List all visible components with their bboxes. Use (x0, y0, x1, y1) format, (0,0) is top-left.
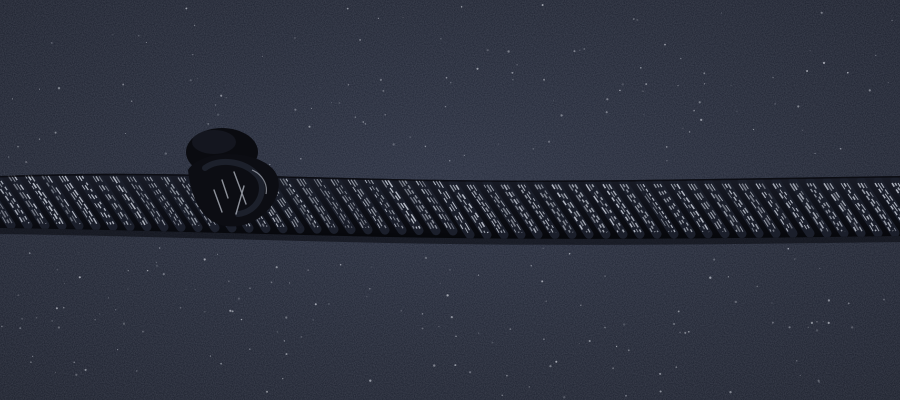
fabric-sparkle (307, 269, 309, 271)
fabric-sparkle (58, 326, 60, 328)
fabric-sparkle (622, 83, 624, 85)
fabric-sparkle (271, 282, 273, 284)
fabric-sparkle (425, 257, 427, 259)
fabric-sparkle (693, 110, 695, 112)
fabric-sparkle (533, 148, 534, 149)
fabric-sparkle (156, 262, 157, 263)
fabric-sparkle (320, 87, 321, 88)
fabric-sparkle (17, 294, 19, 296)
fabric-sparkle (440, 38, 442, 40)
fabric-sparkle (709, 277, 711, 279)
fabric-sparkle (583, 48, 584, 49)
fabric-sparkle (794, 258, 795, 259)
fabric-sparkle (36, 317, 37, 318)
fabric-sparkle (545, 300, 547, 302)
fabric-sparkle (553, 101, 554, 102)
fabric-sparkle (81, 372, 82, 373)
fabric-sparkle (204, 311, 206, 313)
fabric-sparkle (476, 68, 478, 70)
fabric-sparkle (563, 396, 565, 398)
fabric-sparkle (232, 310, 234, 312)
fabric-sparkle (385, 114, 386, 115)
fabric-sparkle (677, 85, 679, 87)
fabric-sparkle (300, 336, 302, 338)
fabric-sparkle (194, 25, 195, 26)
fabric-sparkle (195, 289, 196, 290)
fabric-sparkle (604, 276, 605, 277)
fabric-sparkle (147, 270, 148, 271)
fabric-sparkle (32, 356, 33, 357)
fabric-sparkle (660, 390, 662, 392)
fabric-sparkle (328, 303, 330, 305)
fabric-sparkle (446, 77, 448, 79)
fabric-sparkle (127, 289, 128, 290)
fabric-sparkle (12, 98, 13, 99)
fabric-sparkle (331, 102, 332, 103)
fabric-sparkle (142, 331, 144, 333)
fabric-sparkle (262, 56, 263, 57)
fabric-sparkle (197, 78, 198, 79)
fabric-sparkle (478, 275, 479, 276)
fabric-sparkle (451, 316, 453, 318)
fabric-sparkle (847, 72, 849, 74)
fabric-sparkle (402, 17, 403, 18)
fabric-sparkle (64, 283, 65, 284)
fabric-sparkle (816, 321, 818, 323)
fabric-sparkle (371, 267, 372, 268)
fabric-sparkle (869, 89, 871, 91)
fabric-sparkle (73, 362, 74, 363)
fabric-sparkle (378, 18, 379, 19)
fabric-sparkle (382, 90, 384, 92)
fabric-sparkle (159, 247, 160, 248)
fabric-sparkle (63, 307, 64, 308)
fabric-sparkle (266, 391, 268, 393)
fabric-sparkle (57, 269, 59, 271)
fabric-sparkle (633, 18, 635, 20)
fabric-sparkle (241, 319, 242, 320)
fabric-sparkle (8, 156, 9, 157)
fabric-sparkle (123, 323, 125, 325)
fabric-sparkle (313, 319, 314, 320)
fabric-sparkle (51, 320, 53, 322)
fabric-sparkle (284, 340, 285, 341)
fabric-sparkle (531, 265, 532, 266)
fabric-sparkle (875, 55, 876, 56)
fabric-sparkle (39, 89, 40, 90)
fabric-sparkle (840, 148, 842, 150)
fabric-sparkle (787, 248, 789, 250)
fabric-sparkle (192, 54, 193, 55)
fabric-sparkle (664, 44, 666, 46)
fabric-sparkle (438, 326, 439, 327)
fabric-sparkle (294, 109, 296, 111)
fabric-sparkle (400, 310, 401, 311)
fabric-sparkle (625, 395, 627, 397)
fabric-sparkle (713, 259, 715, 261)
fabric-sparkle (757, 286, 759, 288)
fabric-sparkle (108, 297, 109, 298)
fabric-sparkle (450, 82, 451, 83)
fabric-sparkle (560, 114, 562, 116)
fabric-sparkle (569, 253, 571, 255)
fabric-sparkle (735, 301, 737, 303)
fabric-sparkle (823, 62, 825, 64)
fabric-sparkle (509, 328, 511, 330)
fabric-sparkle (285, 316, 287, 318)
fabric-sparkle (796, 360, 797, 361)
fabric-sparkle (409, 136, 411, 138)
fabric-sparkle (311, 108, 312, 109)
fabric-sparkle (573, 50, 575, 52)
fabric-sparkle (286, 353, 288, 355)
fabric-sparkle (25, 161, 27, 163)
fabric-sparkle (498, 144, 499, 145)
fabric-sparkle (125, 133, 126, 134)
fabric-sparkle (659, 373, 661, 375)
fabric-sparkle (808, 327, 809, 328)
fabric-sparkle (95, 319, 96, 320)
fabric-sparkle (190, 79, 192, 81)
fabric-sparkle (220, 95, 222, 97)
fabric-sparkle (207, 123, 209, 125)
fabric-sparkle (721, 13, 722, 14)
fabric-sparkle (636, 19, 638, 21)
fabric-sparkle (543, 339, 544, 340)
fabric-sparkle (180, 307, 182, 309)
fabric-sparkle (507, 50, 509, 52)
fabric-sparkle (440, 283, 441, 284)
fabric-sparkle (19, 327, 21, 329)
fabric-sparkle (308, 126, 310, 128)
fabric-sparkle (136, 370, 137, 371)
fabric-sparkle (579, 343, 580, 344)
fabric-sparkle (821, 12, 823, 14)
fabric-sparkle (347, 8, 349, 10)
fabric-sparkle (616, 346, 617, 347)
fabric-sparkle (249, 348, 251, 350)
fabric-sparkle (811, 322, 813, 324)
fabric-sparkle (115, 309, 116, 310)
fabric-sparkle (238, 298, 240, 300)
fabric-sparkle (117, 349, 118, 350)
fabric-sparkle (220, 363, 222, 365)
fabric-sparkle (642, 90, 644, 92)
fabric-sparkle (506, 375, 508, 377)
fabric-sparkle (589, 340, 591, 342)
fabric-sparkle (21, 318, 23, 320)
fabric-sparkle (816, 329, 818, 331)
fabric-sparkle (501, 394, 503, 396)
fabric-sparkle (282, 378, 283, 379)
fabric-sparkle (359, 39, 361, 41)
fabric-sparkle (454, 364, 456, 366)
fabric-sparkle (455, 335, 457, 337)
fabric-sparkle (277, 331, 279, 333)
fabric-sparkle (542, 4, 544, 6)
fabric-sparkle (340, 264, 342, 266)
fabric-sparkle (666, 146, 668, 148)
fabric-sparkle (774, 103, 776, 105)
fabric-sparkle (131, 100, 132, 101)
fabric-sparkle (800, 375, 801, 376)
fabric-sparkle (369, 380, 371, 382)
fabric-sparkle (51, 42, 53, 44)
fabric-sparkle (348, 84, 349, 85)
fabric-sparkle (215, 104, 216, 105)
fabric-sparkle (684, 332, 686, 334)
fabric-sparkle (112, 34, 113, 35)
fabric-sparkle (730, 85, 731, 86)
fabric-sparkle (300, 158, 302, 160)
fabric-sparkle (511, 72, 513, 74)
fabric-sparkle (362, 121, 364, 123)
fabric-sparkle (185, 289, 186, 290)
fabric-sparkle (543, 79, 545, 81)
fabric-sparkle (393, 143, 395, 145)
fabric-sparkle (269, 113, 270, 114)
fabric-sparkle (433, 364, 435, 366)
fabric-sparkle (688, 331, 690, 333)
fabric-sparkle (619, 90, 621, 92)
fabric-sparkle (666, 160, 667, 161)
fabric-sparkle (736, 111, 737, 112)
fabric-sparkle (249, 287, 251, 289)
fabric-sparkle (883, 299, 885, 301)
fabric-sparkle (39, 138, 40, 139)
fabric-sparkle (579, 50, 580, 51)
fabric-sparkle (888, 82, 889, 83)
fabric-sparkle (806, 70, 808, 72)
fabric-sparkle (643, 114, 644, 115)
fabric-sparkle (449, 160, 450, 161)
fabric-sparkle (315, 303, 317, 305)
fabric-sparkle (55, 132, 57, 134)
fabric-sparkle (163, 273, 165, 275)
fabric-sparkle (682, 128, 683, 129)
fabric-sparkle (640, 67, 642, 69)
fabric-sparkle (512, 79, 513, 80)
fabric-sparkle (294, 37, 295, 38)
fabric-sparkle (516, 64, 517, 65)
fabric-sparkle (99, 313, 100, 314)
fabric-sparkle (606, 98, 608, 100)
fabric-sparkle (17, 146, 19, 148)
fabric-sparkle (228, 280, 230, 282)
fabric-sparkle (851, 326, 853, 328)
fabric-sparkle (122, 84, 124, 86)
fabric-sparkle (478, 333, 479, 334)
fabric-sparkle (580, 305, 582, 307)
fabric-sparkle (623, 323, 625, 325)
fabric-sparkle (338, 102, 340, 104)
fabric-sparkle (771, 302, 772, 303)
fabric-sparkle (789, 326, 791, 328)
fabric-sparkle (645, 83, 647, 85)
fabric-sparkle (56, 307, 58, 309)
fabric-sparkle (680, 58, 682, 60)
fabric-sparkle (555, 361, 557, 363)
fabric-sparkle (229, 310, 231, 312)
fabric-sparkle (772, 77, 774, 79)
fabric-sparkle (380, 79, 382, 81)
fabric-sparkle (269, 164, 270, 165)
fabric-sparkle (289, 282, 290, 283)
fabric-sparkle (210, 356, 211, 357)
fabric-sparkle (678, 310, 680, 312)
fabric-sparkle (676, 366, 678, 368)
fabric-sparkle (548, 141, 550, 143)
fabric-sparkle (729, 391, 731, 393)
fabric-sparkle (146, 42, 147, 43)
fabric-sparkle (828, 299, 830, 301)
fabric-sparkle (128, 270, 129, 271)
fabric-sparkle (689, 131, 690, 132)
fabric-sparkle (58, 87, 60, 89)
fabric-sparkle (445, 106, 446, 107)
fabric-sparkle (30, 362, 31, 363)
fabric-sparkle (217, 114, 219, 116)
fabric-sparkle (369, 288, 371, 290)
fabric-sparkle (446, 294, 448, 296)
fabric-sparkle (464, 155, 465, 156)
fabric-sparkle (848, 302, 850, 304)
fabric-sparkle (217, 254, 218, 255)
fabric-sparkle (543, 248, 544, 249)
fabric-sparkle (165, 152, 167, 154)
fabric-sparkle (604, 327, 606, 329)
fabric-sparkle (1, 326, 2, 327)
fabric-sparkle (185, 7, 187, 9)
fabric-sparkle (469, 371, 471, 373)
fabric-sparkle (79, 276, 81, 278)
fabric-sparkle (549, 365, 551, 367)
fabric-sparkle (628, 349, 630, 351)
fabric-sparkle (449, 269, 451, 271)
fabric-sparkle (492, 342, 494, 344)
fabric-sparkle (487, 49, 489, 51)
fabric-sparkle (541, 280, 543, 282)
fabric-sparkle (422, 328, 424, 330)
fabric-sparkle (365, 123, 366, 124)
fabric-sparkle (753, 129, 754, 130)
fabric-sparkle (828, 322, 830, 324)
fabric-sparkle (85, 369, 87, 371)
fabric-sparkle (814, 153, 815, 154)
fabric-sparkle (810, 50, 811, 51)
fabric-sparkle (366, 296, 367, 297)
fabric-sparkle (818, 380, 820, 382)
fabric-sparkle (673, 323, 675, 325)
fabric-sparkle (802, 130, 803, 131)
fabric-sparkle (422, 313, 423, 314)
fabric-sparkle (700, 119, 702, 121)
fabric-sparkle (156, 265, 158, 267)
fabric-sparkle (823, 321, 824, 322)
fabric-sparkle (276, 266, 278, 268)
fabric-sparkle (29, 252, 31, 254)
fabric-sparkle (529, 386, 530, 387)
fabric-sparkle (703, 72, 705, 74)
fabric-sparkle (355, 116, 356, 117)
fabric-sparkle (819, 268, 820, 269)
fabric-sparkle (138, 35, 140, 37)
fabric-sparkle (606, 111, 608, 113)
fabric-sparkle (612, 367, 614, 369)
fabric-sparkle (797, 105, 799, 107)
fabric-sparkle (55, 372, 56, 373)
fabric-sparkle (204, 258, 206, 260)
fabric-sparkle (425, 146, 427, 148)
fabric-sparkle (461, 6, 462, 7)
fabric-sparkle (79, 252, 80, 253)
fabric-sparkle (891, 20, 892, 21)
fabric-sparkle (679, 332, 681, 334)
fabric-sparkle (226, 97, 227, 98)
fabric-sparkle (75, 374, 77, 376)
fabric-sparkle (772, 322, 774, 324)
fabric-sparkle (704, 83, 705, 84)
fabric-sparkle (699, 101, 701, 103)
fabric-sparkle (728, 276, 729, 277)
